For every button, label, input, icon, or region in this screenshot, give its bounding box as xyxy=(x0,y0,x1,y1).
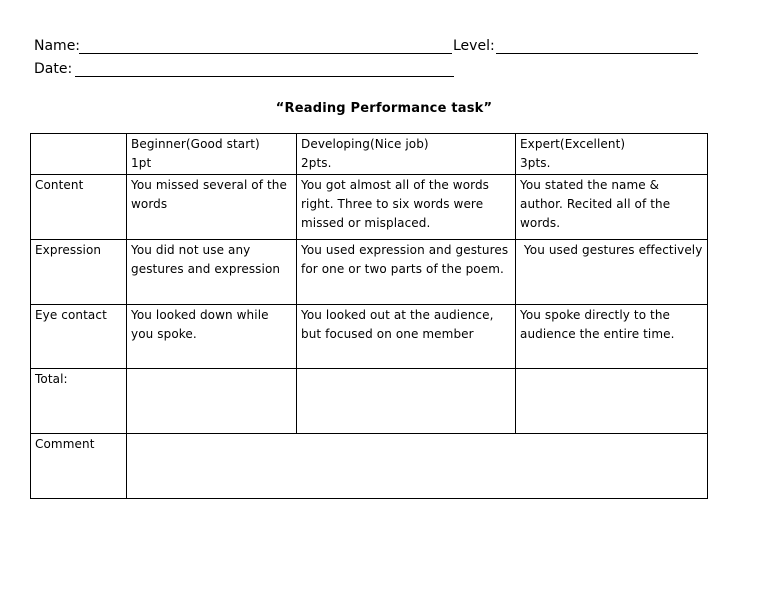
table-header-row xyxy=(31,134,708,175)
table-cell: You stated the name & author. Recited all of the words. xyxy=(516,175,708,240)
column-label: Developing(Nice job) xyxy=(301,137,429,151)
rubric-table xyxy=(30,133,708,499)
table-cell: You got almost all of the words right. Three to six words were missed or misplaced. xyxy=(297,175,516,240)
comment-cell[interactable] xyxy=(127,434,708,499)
row-label: Eye contact xyxy=(31,305,127,369)
column-points: 3pts. xyxy=(520,156,551,170)
table-cell: You looked out at the audience, but focused on one member xyxy=(297,305,516,369)
table-cell: You did not use any gestures and expression xyxy=(127,240,297,305)
table-row-eye-contact xyxy=(31,305,708,369)
table-row-content xyxy=(31,175,708,240)
table-cell: You spoke directly to the audience the entire time. xyxy=(516,305,708,369)
table-row-comment xyxy=(31,434,708,499)
table-cell: You missed several of the words xyxy=(127,175,297,240)
page-title: “Reading Performance task” xyxy=(275,101,493,116)
column-points: 1pt xyxy=(131,156,152,170)
column-label: Beginner(Good start) xyxy=(131,137,260,151)
column-header-developing xyxy=(297,134,516,175)
total-cell-beginner[interactable] xyxy=(127,369,297,434)
column-points: 2pts. xyxy=(301,156,332,170)
column-header-beginner xyxy=(127,134,297,175)
name-field[interactable] xyxy=(79,53,452,54)
name-label: Name: xyxy=(34,38,81,54)
table-row-expression xyxy=(31,240,708,305)
table-cell: You looked down while you spoke. xyxy=(127,305,297,369)
row-label: Total: xyxy=(31,369,127,434)
corner-cell xyxy=(31,134,127,175)
date-label: Date: xyxy=(34,61,73,77)
level-label: Level: xyxy=(453,38,495,54)
table-cell: You used expression and gestures for one or two parts of the poem. xyxy=(297,240,516,305)
column-header-expert xyxy=(516,134,708,175)
row-label: Expression xyxy=(31,240,127,305)
total-cell-developing[interactable] xyxy=(297,369,516,434)
table-row-total xyxy=(31,369,708,434)
table-cell: You used gestures effectively xyxy=(516,240,708,305)
row-label: Content xyxy=(31,175,127,240)
date-field[interactable] xyxy=(75,76,454,77)
level-field[interactable] xyxy=(496,53,698,54)
total-cell-expert[interactable] xyxy=(516,369,708,434)
row-label: Comment xyxy=(31,434,127,499)
column-label: Expert(Excellent) xyxy=(520,137,626,151)
